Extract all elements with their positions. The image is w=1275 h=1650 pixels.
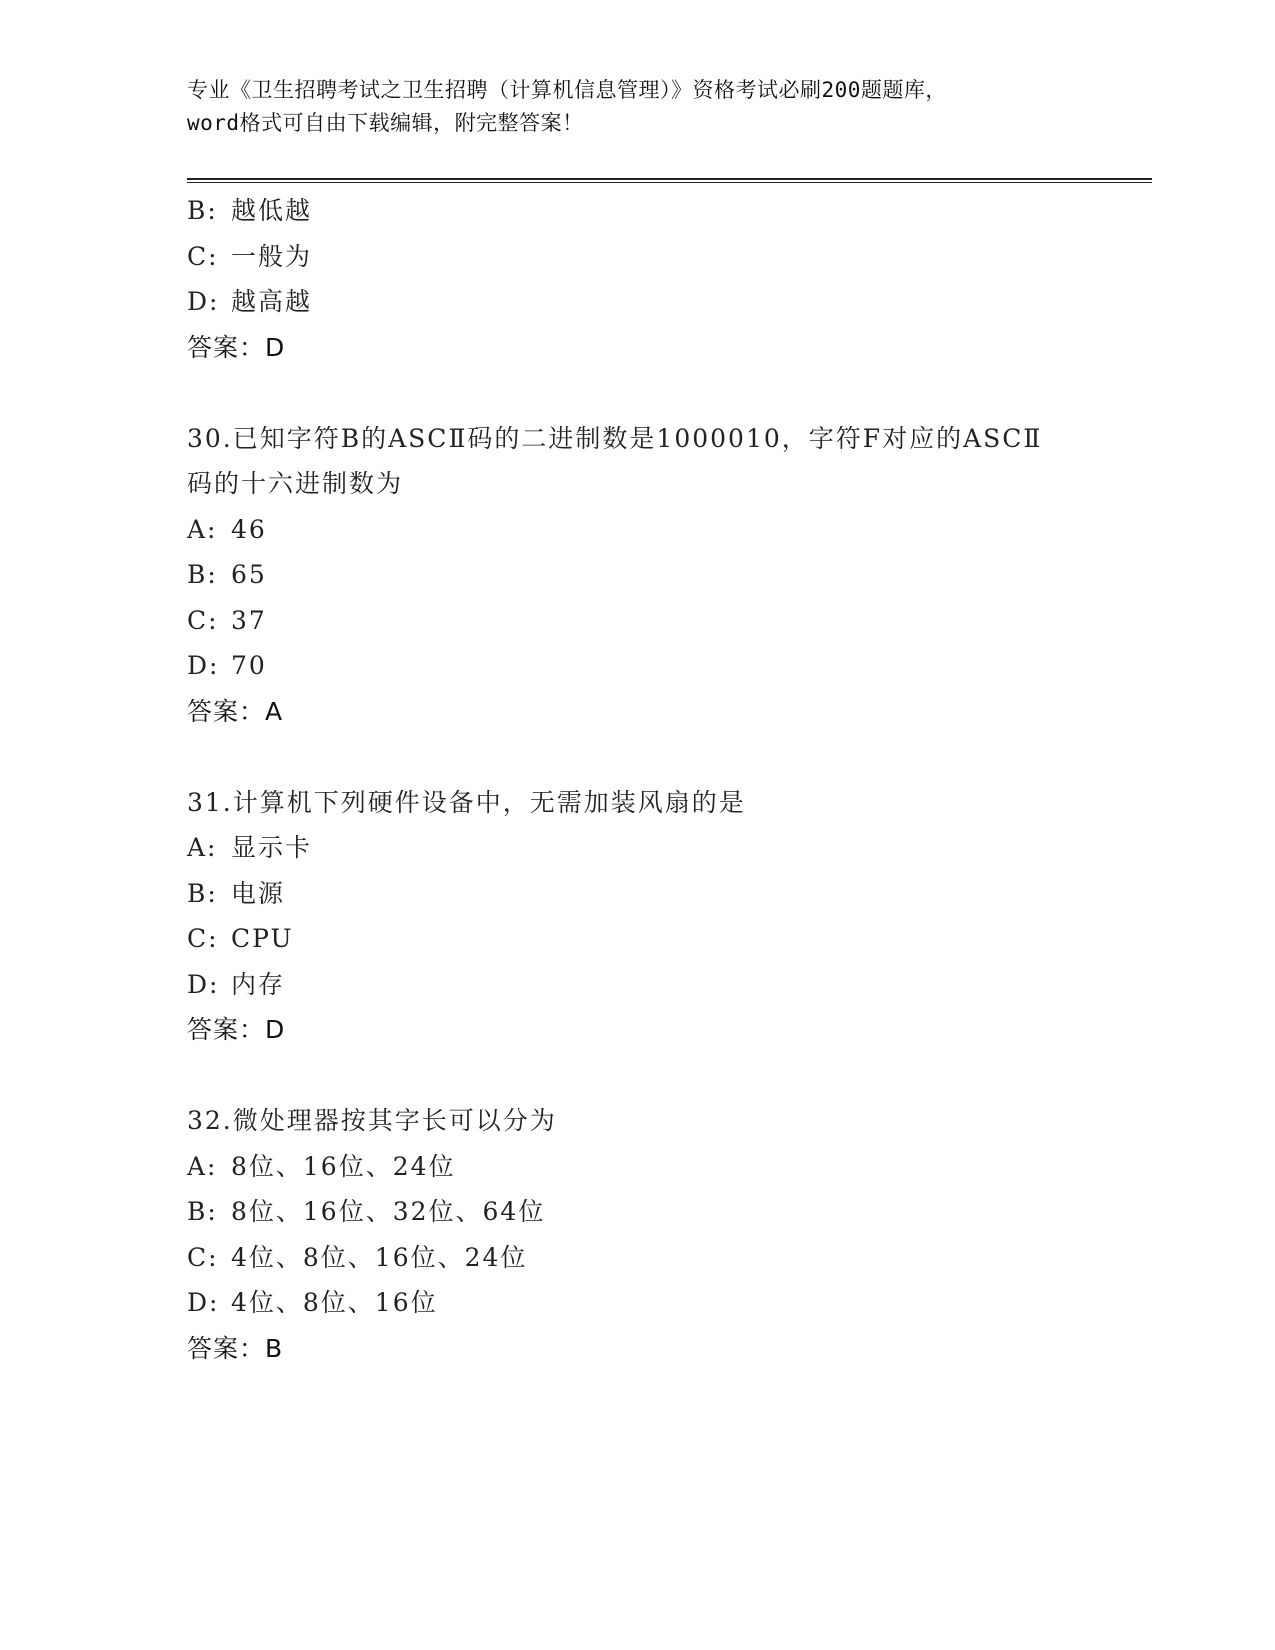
option-text: 内存 [231, 969, 286, 999]
answer-line: 答案：B [187, 1333, 284, 1363]
spacer [187, 734, 1087, 780]
option-line [187, 1189, 1087, 1235]
option-label: B: [187, 196, 218, 225]
option-label: D: [187, 1288, 220, 1317]
answer-line: 答案：D [187, 332, 286, 362]
spacer [187, 370, 1087, 416]
option-label: B: [187, 560, 218, 589]
header-divider-thick [187, 178, 1152, 180]
option-text: 4位、8位、16位、24位 [231, 1242, 528, 1272]
option-text: 37 [231, 605, 267, 635]
option-label: A: [187, 833, 218, 862]
option-text: 电源 [231, 878, 286, 908]
option-label: A: [187, 514, 218, 544]
option-line [187, 871, 1087, 917]
option-line [187, 643, 1087, 689]
option-label: D: [187, 969, 220, 999]
option-text: 8位、16位、32位、64位 [231, 1197, 546, 1226]
option-label: D: [187, 287, 220, 316]
option-line [187, 188, 1087, 234]
option-text: 越高越 [231, 287, 313, 316]
option-label: D: [187, 651, 220, 680]
option-text: 46 [231, 514, 267, 544]
option-line [187, 507, 1087, 553]
option-line [187, 1280, 1087, 1326]
spacer [187, 1053, 1087, 1099]
option-text: 65 [231, 560, 267, 589]
answer-line: 答案：A [187, 696, 284, 726]
option-line [187, 234, 1087, 280]
option-label: C: [187, 241, 219, 271]
option-text: CPU [231, 924, 294, 953]
option-line [187, 916, 1087, 962]
header-title-line-1: 专业《卫生招聘考试之卫生招聘（计算机信息管理）》资格考试必刷200题题库， [187, 78, 947, 102]
option-text: 70 [231, 651, 267, 680]
option-label: C: [187, 1242, 219, 1272]
option-text: 一般为 [231, 241, 313, 271]
question-stem-continued: 码的十六进制数为 [187, 469, 404, 498]
option-text: 显示卡 [231, 833, 313, 862]
question-stem: 32.微处理器按其字长可以分为 [187, 1106, 557, 1135]
document-header [187, 74, 1087, 140]
option-label: C: [187, 924, 219, 953]
option-line [187, 598, 1087, 644]
option-label: A: [187, 1151, 218, 1181]
header-title-line-2: word格式可自由下载编辑，附完整答案！ [187, 111, 584, 135]
option-text: 4位、8位、16位 [231, 1288, 438, 1317]
option-line [187, 825, 1087, 871]
option-line [187, 279, 1087, 325]
option-label: C: [187, 605, 219, 635]
option-line [187, 1235, 1087, 1281]
option-label: B: [187, 1197, 218, 1226]
option-line [187, 1144, 1087, 1190]
question-content [187, 188, 1087, 1371]
answer-line: 答案：D [187, 1015, 286, 1044]
option-text: 8位、16位、24位 [231, 1151, 456, 1181]
question-stem: 30.已知字符B的ASCⅡ码的二进制数是1000010，字符F对应的ASCⅡ [187, 423, 1043, 453]
option-label: B: [187, 878, 218, 908]
option-line [187, 552, 1087, 598]
option-line [187, 962, 1087, 1008]
header-divider-thin [187, 182, 1152, 183]
question-stem: 31.计算机下列硬件设备中，无需加装风扇的是 [187, 787, 746, 817]
option-text: 越低越 [231, 196, 313, 225]
